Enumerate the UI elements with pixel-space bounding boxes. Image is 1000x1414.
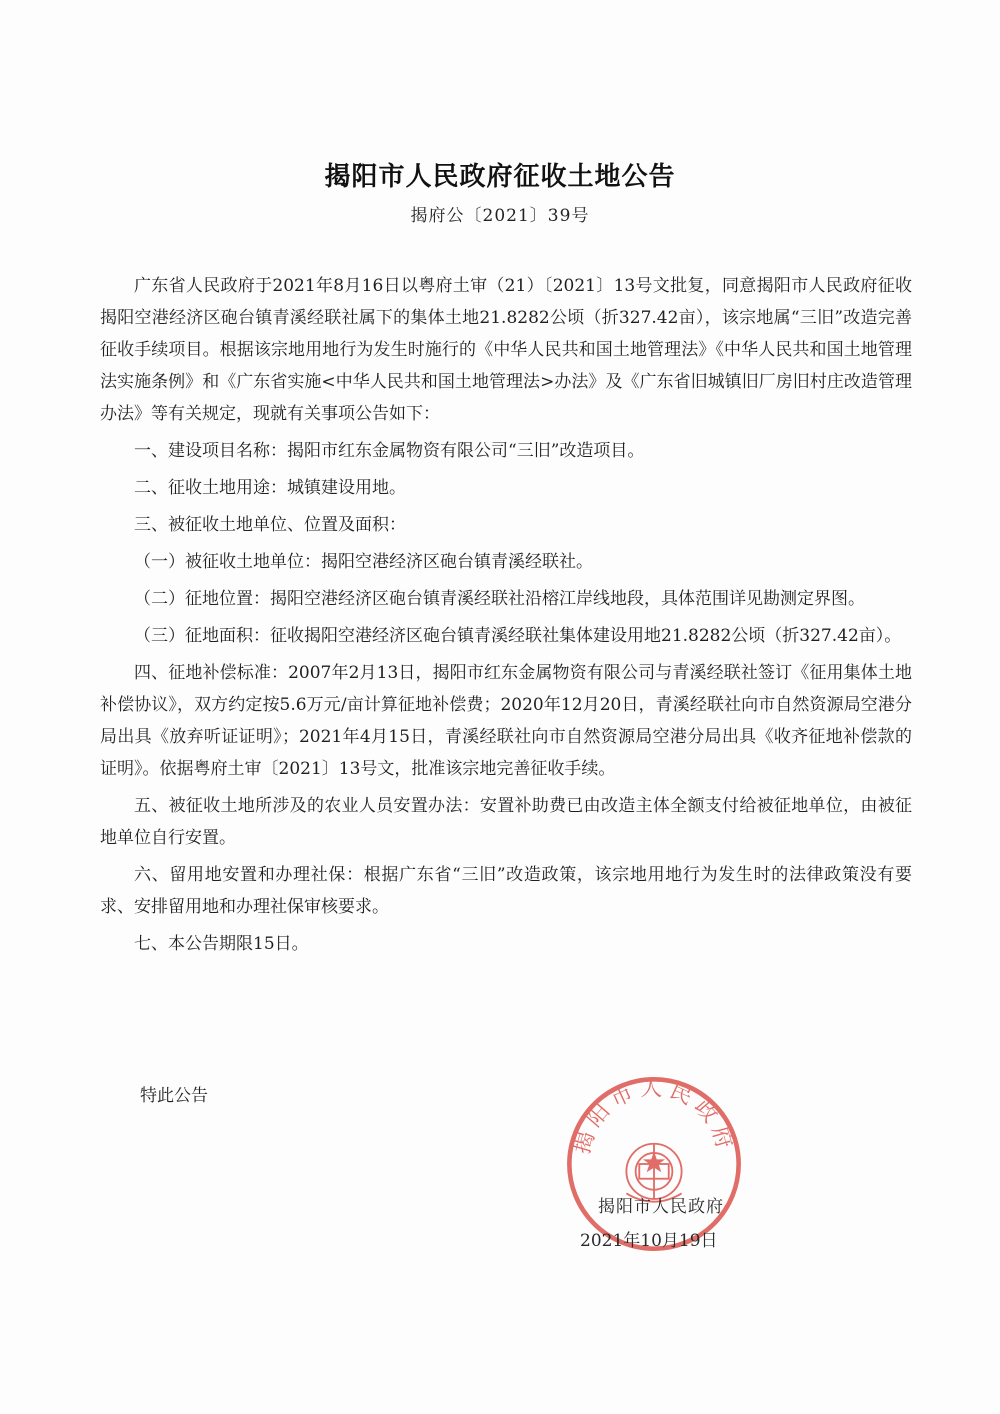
paragraph-reserved-land: 六、留用地安置和办理社保：根据广东省“三旧”改造政策，该宗地用地行为发生时的法律政策没有要求、安排留用地和办理社保审核要求。 [100, 865, 912, 917]
svg-text:揭阳市人民政府: 揭阳市人民政府 [570, 1076, 738, 1157]
document-number: 揭府公〔2021〕39号 [410, 206, 590, 226]
paragraph-unit: （一）被征收土地单位：揭阳空港经济区砲台镇青溪经联社。 [134, 552, 593, 572]
closing-text: 特此公告 [140, 1086, 208, 1106]
paragraph-resettlement: 五、被征收土地所涉及的农业人员安置办法：安置补助费已由改造主体全额支付给被征地单位，由被征地单位自行安置。 [100, 796, 912, 848]
document-body [100, 270, 912, 965]
paragraph-compensation: 四、征地补偿标准：2007年2月13日，揭阳市红东金属物资有限公司与青溪经联社签订《征用集体土地补偿协议》，双方约定按5.6万元/亩计算征地补偿费；2020年12月20日，青溪经联社向市自然资源局空港分局出具《放弃听证证明》；2021年4月15日，青溪经联社向市自然资源局空港分局出具《收齐征地补偿款的证明》。依据粤府土审〔2021〕13号文，批准该宗地完善征收手续。 [100, 663, 912, 779]
paragraph-unit-location-area: 三、被征收土地单位、位置及面积： [134, 515, 406, 535]
paragraph-location: （二）征地位置：揭阳空港经济区砲台镇青溪经联社沿榕江岸线地段，具体范围详见勘测定界图。 [134, 589, 865, 609]
paragraph-project-name: 一、建设项目名称：揭阳市红东金属物资有限公司“三旧”改造项目。 [134, 441, 645, 461]
issue-date: 2021年10月19日 [580, 1231, 718, 1251]
issuer-signature: 揭阳市人民政府 [598, 1197, 724, 1217]
paragraph-area: （三）征地面积：征收揭阳空港经济区砲台镇青溪经联社集体建设用地21.8282公顷（折327.42亩）。 [134, 626, 902, 646]
document-title: 揭阳市人民政府征收土地公告 [324, 162, 676, 192]
paragraph-period: 七、本公告期限15日。 [134, 934, 309, 954]
paragraph-land-use: 二、征收土地用途：城镇建设用地。 [134, 478, 406, 498]
paragraph-intro: 广东省人民政府于2021年8月16日以粤府土审（21）〔2021〕13号文批复，同意揭阳市人民政府征收揭阳空港经济区砲台镇青溪经联社属下的集体土地21.8282公顷（折327.42亩），该宗地属“三旧”改造完善征收手续项目。根据该宗地用地行为发生时施行的《中华人民共和国土地管理法》《中华人民共和国土地管理法实施条例》和《广东省实施<中华人民共和国土地管理法>办法》及《广东省旧城镇旧厂房旧村庄改造管理办法》等有关规定，现就有关事项公告如下： [100, 276, 912, 424]
